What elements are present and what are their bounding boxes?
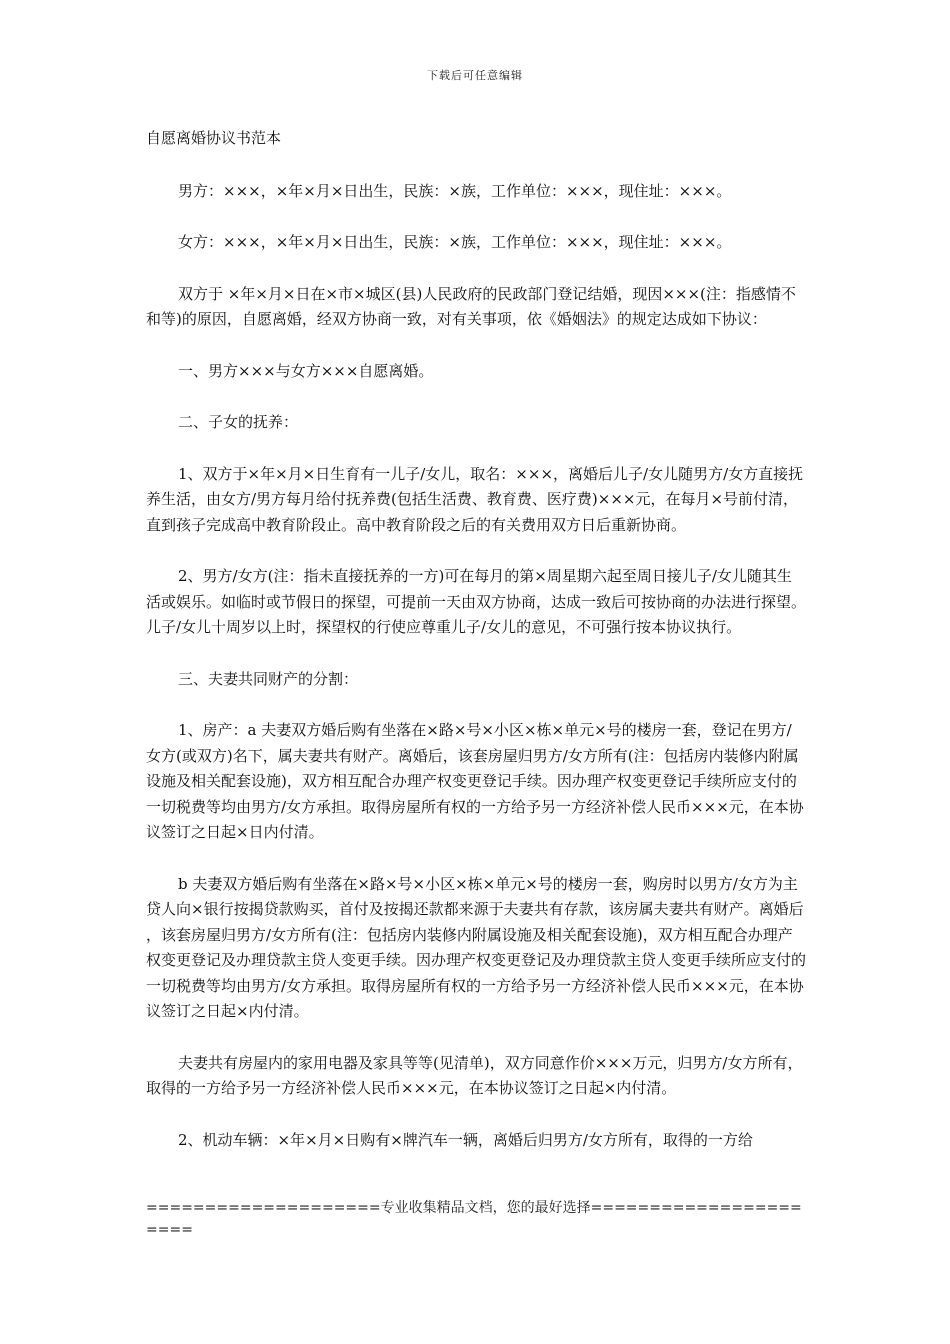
paragraph-furniture: 夫妻共有房屋内的家用电器及家具等等(见清单)，双方同意作价×××万元，归男方/女方所有，取得的一方给予另一方经济补偿人民币×××元，在本协议签订之日起×内付清。	[146, 1053, 803, 1097]
paragraph-property-b: b 夫妻双方婚后购有坐落在×路×号×小区×栋×单元×号的楼房一套，购房时以男方/女方为主贷人向×银行按揭贷款购买，首付及按揭还款都来源于夫妻共有存款，该房属夫妻共有财产。离婚后，该套房屋归男方/女方所有(注：包括房内装修内附属设施及相关配套设施)，双方相互配合办理产权变更登记及办理贷款主贷人变更手续。因办理产权变更登记及办理贷款主贷人变更手续所应支付的一切税费等均由男方/女方承担。取得房屋所有权的一方给予另一方经济补偿人民币×××元，在本协议签订之日起×内付清。	[146, 874, 807, 1020]
paragraph-property-a: 1、房产：a 夫妻双方婚后购有坐落在×路×号×小区×栋×单元×号的楼房一套，登记在男方/女方(或双方)名下，属夫妻共有财产。离婚后，该套房屋归男方/女方所有(注：包括房内装修内附属设施及相关配套设施)，双方相互配合办理产权变更登记手续。因办理产权变更登记手续所应支付的一切税费等均由男方/女方承担。取得房屋所有权的一方给予另一方经济补偿人民币×××元，在本协议签订之日起×日内付清。	[146, 721, 804, 841]
document-body	[146, 126, 806, 1179]
footer-banner: ====================专业收集精品文档，您的最好选择======================	[146, 1200, 802, 1238]
paragraph-section-3-heading: 三、夫妻共同财产的分割：	[178, 669, 359, 688]
paragraph-male-party: 男方：×××，×年×月×日出生，民族：×族，工作单位：×××，现住址：×××。	[178, 181, 732, 200]
paragraph-vehicle: 2、机动车辆：×年×月×日购有×牌汽车一辆，离婚后归男方/女方所有，取得的一方给	[178, 1130, 753, 1149]
paragraph-section-2-heading: 二、子女的抚养：	[178, 413, 299, 431]
document-title: 自愿离婚协议书范本	[146, 129, 282, 147]
paragraph-custody: 1、双方于×年×月×日生育有一儿子/女儿，取名：×××，离婚后儿子/女儿随男方/女方直接抚养生活，由女方/男方每月给付抚养费(包括生活费、教育费、医疗费)×××元，在每月×号前付清，直到孩子完成高中教育阶段止。高中教育阶段之后的有关费用双方日后重新协商。	[146, 464, 804, 534]
paragraph-female-party: 女方：×××，×年×月×日出生，民族：×族，工作单位：×××，现住址：×××。	[178, 233, 732, 251]
paragraph-visitation: 2、男方/女方(注：指未直接抚养的一方)可在每月的第×周星期六起至周日接儿子/女儿随其生活或娱乐。如临时或节假日的探望，可提前一天由双方协商，达成一致后可按协商的办法进行探望。儿子/女儿十周岁以上时，探望权的行使应尊重儿子/女儿的意见，不可强行按本协议执行。	[146, 567, 807, 636]
paragraph-section-1: 一、男方×××与女方×××自愿离婚。	[178, 361, 434, 380]
header-note: 下载后可任意编辑	[427, 69, 523, 82]
paragraph-intro: 双方于 ×年×月×日在×市×城区(县)人民政府的民政部门登记结婚，现因×××(注：指感情不和等)的原因，自愿离婚，经双方协商一致，对有关事项，依《婚姻法》的规定达成如下协议：	[146, 284, 796, 328]
